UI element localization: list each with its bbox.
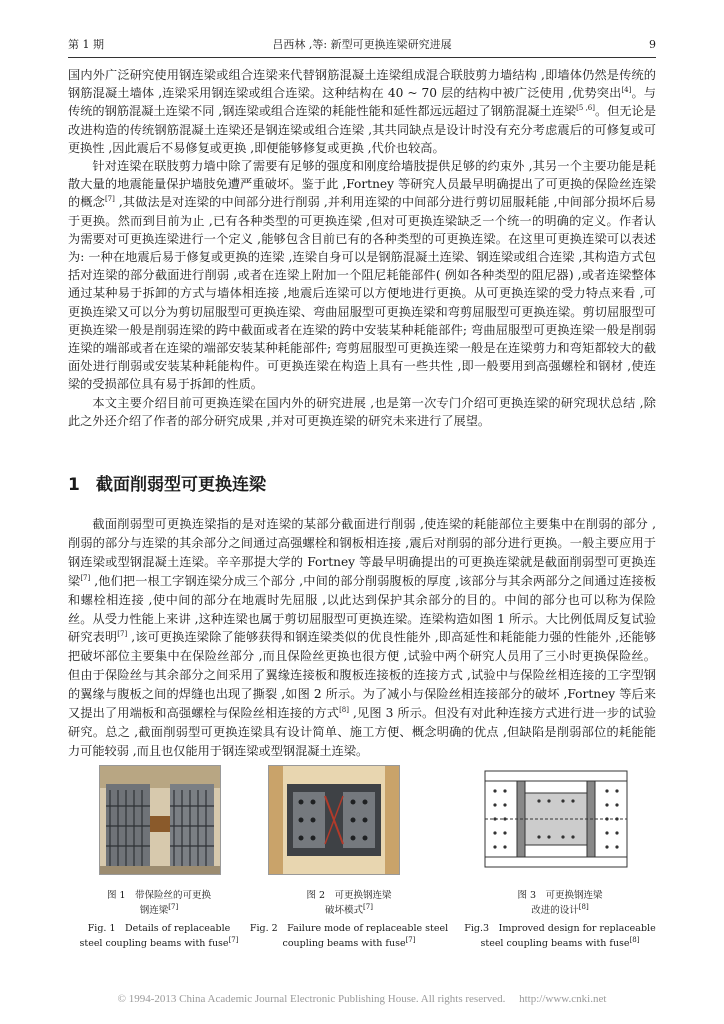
figure-1-image [99,765,221,875]
section-heading [68,470,266,495]
fig2-photo [268,765,400,875]
header-rule [68,57,656,58]
paragraph-1: 国内外广泛研究使用钢连梁或组合连梁来代替钢筋混凝土连梁组成混合联肢剪力墙结构 ,即墙体仍然是传统的钢筋混凝土墙体 ,连梁采用钢连梁或组合连梁。这种结构在 40 ~ 70 层的结构中被广泛使用 ,优势突出[4]。与传统的钢筋混凝土连梁不同 ,钢连梁或组合连梁的耗能性能和延性都远远超过了钢筋混凝土连梁[5 ,6]。但无论是改进构造的传统钢筋混凝土连梁还是钢连梁或组合连梁 ,其共同缺点是设计时没有充分考虑震后的可修复或可更换性 ,因此震后不易修复或更换 ,即便能够修复或更换 ,代价也较高。 [68,68,657,155]
page-header [68,36,656,52]
figure-2-image [268,765,400,875]
page-number: 9 [649,37,656,51]
intro-text [68,66,656,430]
figure-3-image [481,765,631,873]
citation: [5 ,6] [576,104,595,113]
paragraph-3: 本文主要介绍目前可更换连梁在国内外的研究进展 ,也是第一次专门介绍可更换连梁的研究现状总结 ,除此之外还介绍了作者的部分研究成果 ,并对可更换连梁的研究未来进行了展望。 [68,395,656,428]
citation: [4] [621,86,632,95]
paragraph-4: 截面削弱型可更换连梁指的是对连梁的某部分截面进行削弱 ,使连梁的耗能部位主要集中在削弱的部分 ,削弱的部分与连梁的其余部分之间通过高强螺栓和钢板相连接 ,震后对削弱的部分进行更换。一般主要应用于钢连梁或型钢混凝土连梁。辛辛那提大学的 Fortney 等最早明确提出的可更换连梁就是截面削弱型可更换连梁[7] ,他们把一根工字钢连梁分成三个部分 ,中间的部分削弱腹板的厚度 ,该部分与其余两部分之间通过连接板和螺栓相连接 ,使中间的部分在地震时先屈服 ,以此达到保护其余部分的目的。中间的部分也可以称为保险丝。从受力性能上来讲 ,这种连梁也属于剪切屈服型可更换连梁。连梁构造如图 1 所示。大比例低周反复试验研究表明[7] ,该可更换连梁除了能够获得和钢连梁类似的优良性能外 ,即高延性和耗能能力强的性能外 ,还能够把破坏部位主要集中在保险丝部分 ,而且保险丝更换也很方便 ,试验中两个研究人员用了三小时更换保险丝。但由于保险丝与其余部分之间采用了翼缘连接板和腹板连接板的连接方式 ,试验中与保险丝相连接的工字型钢的翼缘与腹板之间的焊缝也出现了撕裂 ,如图 2 所示。为了减小与保险丝相连接部分的破坏 ,Fortney 等后来又提出了用端板和高强螺栓与保险丝相连接的方式[8] ,见图 3 所示。但没有对此种连接方式进行进一步的试验研究。总之 ,截面削弱型可更换连梁具有设计简单、施工方便、概念明确的优点 ,但缺陷是削弱部位的耗能能力可能较弱 ,而且也仅能用于钢连梁或型钢混凝土连梁。 [68,517,657,758]
paragraph-2: 针对连梁在联肢剪力墙中除了需要有足够的强度和刚度给墙肢提供足够的约束外 ,其另一个主要功能是耗散大量的地震能量保护墙肢免遭严重破坏。鉴于此 ,Fortney 等研究人员最早明确提出了可更换的保险丝连梁的概念[7] ,其做法是对连梁的中间部分进行削弱 ,并利用连梁的中间部分进行剪切屈服耗能 ,中间部分损坏后易于更换。然而到目前为止 ,已有各种类型的可更换连梁 ,但对可更换连梁缺乏一个统一的明确的定义。作者认为需要对可更换连梁进行一个定义 ,能够包含目前已有的各种类型的可更换连梁。在这里可更换连梁可以表述为: 一种在地震后易于修复或更换的连梁 ,连梁自身可以是钢筋混凝土连梁、钢连梁或组合连梁 ,其构造方式包括对连梁的部分截面进行削弱 ,或者在连梁上附加一个阻尼耗能部件( 例如各种类型的阻尼器) ,或者连梁整体通过某种易于拆卸的方式与墙体相连接 ,地震后连梁可以方便地进行更换。从可更换连梁的受力特点来看 ,可更换连梁又可以分为剪切屈服型可更换连梁、弯曲屈服型可更换连梁和弯剪屈服型可更换连梁。剪切屈服型可更换连梁一般是削弱连梁的跨中截面或者在连梁的跨中安装某种耗能部件; 弯曲屈服型可更换连梁一般是削弱连梁的端部或者在连梁的端部安装某种耗能部件; 弯剪屈服型可更换连梁一般是在连梁剪力和弯矩都较大的截面处进行削弱或安装某种耗能构件。可更换连梁在构造上具有一些共性 ,即一般要用到高强螺栓和钢材 ,使连梁的受损部位具有易于拆卸的性质。 [68,159,657,392]
section-text [68,515,656,761]
fig1-photo [99,765,221,875]
citation: [7] [80,573,91,582]
copyright-footer: © 1994-2013 China Academic Journal Electronic Publishing House. All rights reserved. http://www.cnki.net [117,993,607,1005]
section-title: 截面削弱型可更换连梁 [96,475,266,495]
issue-label: 第 1 期 [68,38,104,51]
running-title: 吕西林 ,等: 新型可更换连梁研究进展 [272,38,452,51]
figure-1-caption: 图 1 带保险丝的可更换 钢连梁[7] Fig. 1 Details of replaceable steel coupling beams with fuse[7] [79,890,239,949]
citation: [8] [339,706,349,714]
figure-2-caption: 图 2 可更换钢连梁 破坏模式[7] Fig. 2 Failure mode of replaceable steel coupling beams with fuse[7] [249,890,449,949]
figure-3-caption: 图 3 可更换钢连梁 改进的设计[8] Fig.3 Improved design for replaceable steel coupling beams with fuse[8] [464,890,656,949]
citation: [7] [104,195,115,204]
citation: [7] [117,630,128,639]
fig3-drawing [481,765,631,873]
section-number: 1 [68,475,80,495]
